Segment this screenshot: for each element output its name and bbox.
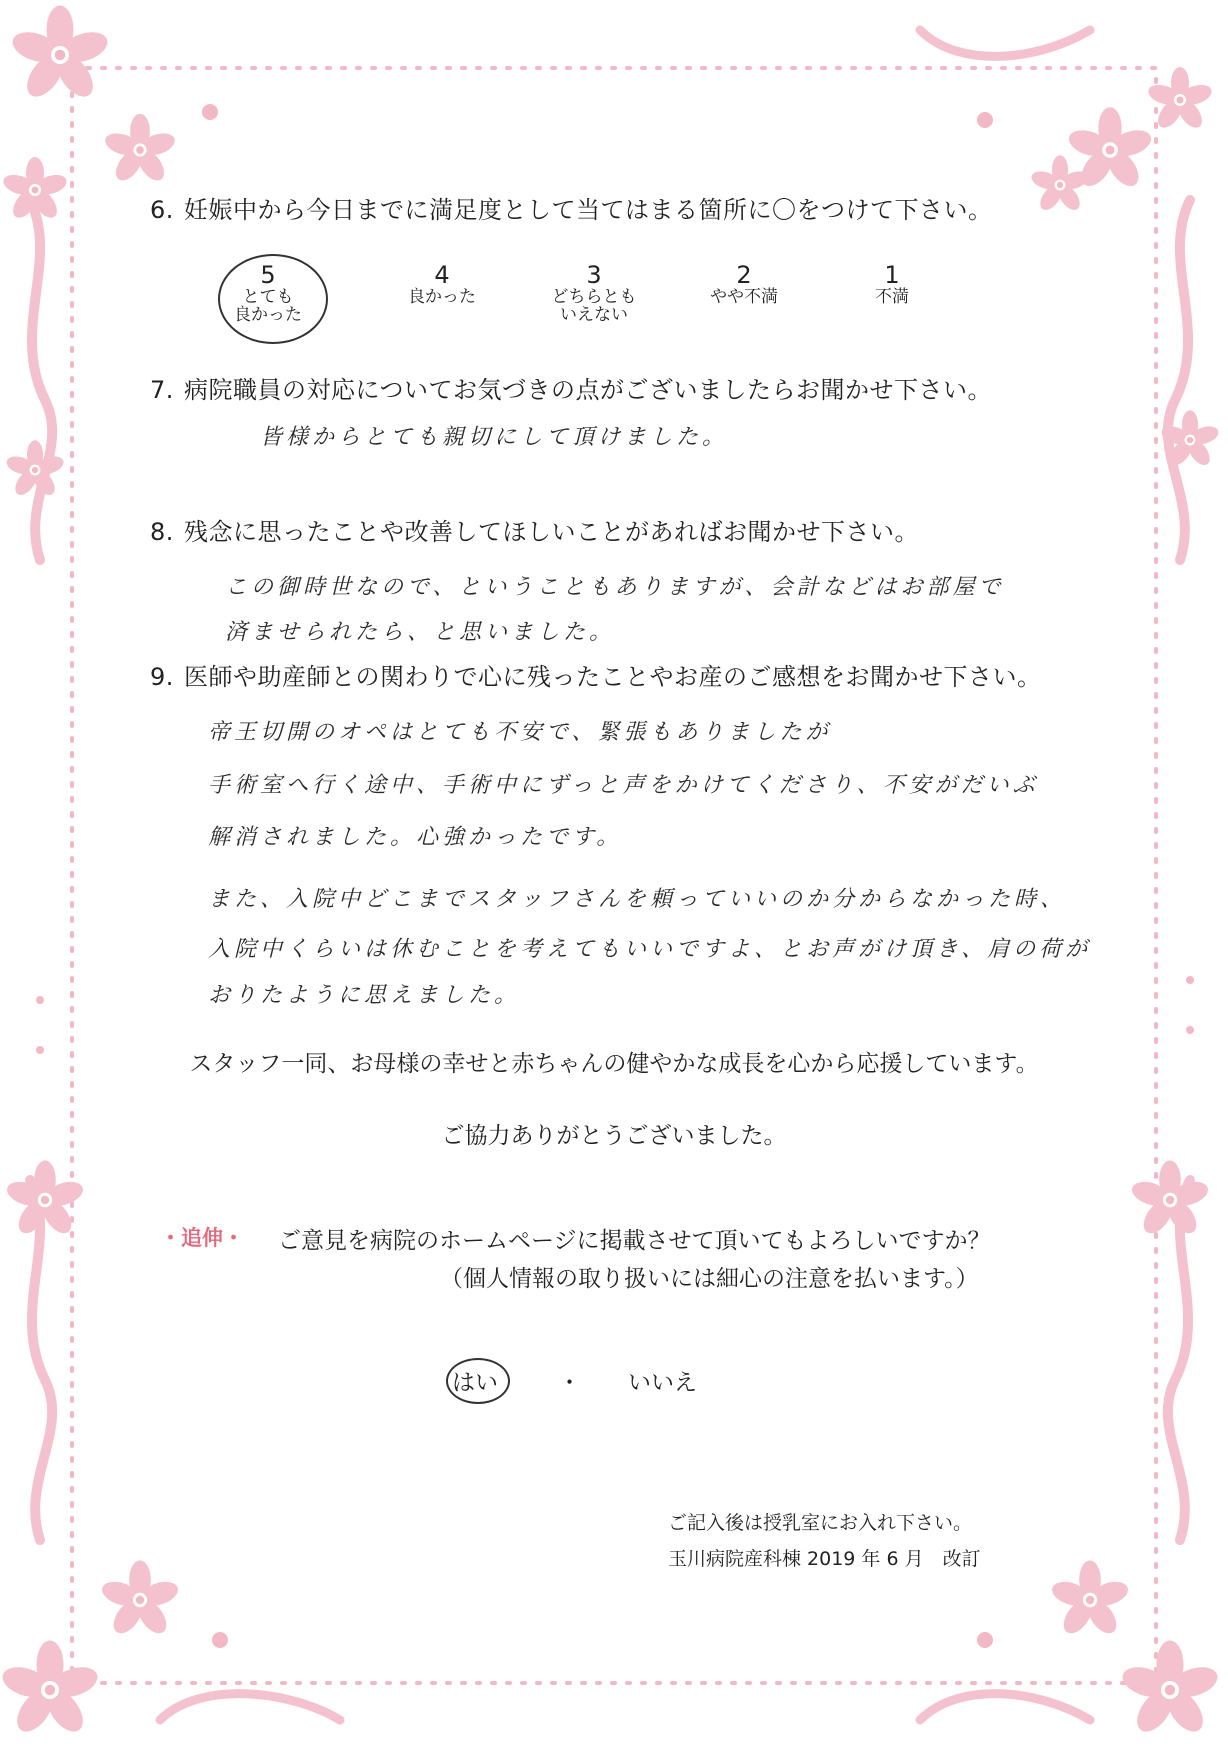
postscript-note: （個人情報の取り扱いには細心の注意を払います。） bbox=[440, 1266, 979, 1292]
rating-value: 5 bbox=[260, 261, 276, 289]
question-text: 残念に思ったことや改善してほしいことがあればお聞かせ下さい。 bbox=[184, 518, 919, 546]
question-text: 医師や助産師との関わりで心に残ったことやお産のご感想をお聞かせ下さい。 bbox=[184, 663, 1042, 691]
rating-value: 2 bbox=[736, 261, 752, 289]
rating-option-4[interactable] bbox=[382, 262, 502, 306]
rating-value: 4 bbox=[434, 261, 450, 289]
rating-label: とても 良かった bbox=[234, 287, 302, 325]
closing-message: スタッフ一同、お母様の幸せと赤ちゃんの健やかな成長を心から応援しています。 bbox=[189, 1051, 1039, 1077]
footer-instruction: ご記入後は授乳室にお入れ下さい。 bbox=[668, 1512, 973, 1534]
handwritten-answer-line: 帝王切開のオペはとても不安で、緊張もありましたが bbox=[208, 720, 832, 745]
handwritten-answer-line: 解消されました。心強かったです。 bbox=[208, 825, 623, 850]
handwritten-answer-line: 入院中くらいは休むことを考えてもいいですよ、とお声がけ頂き、肩の荷が bbox=[208, 937, 1092, 962]
question-text: 病院職員の対応についてお気づきの点がございましたらお聞かせ下さい。 bbox=[184, 376, 993, 404]
question-7 bbox=[150, 370, 992, 405]
postscript-tag: ・追伸・ bbox=[160, 1226, 244, 1250]
rating-label: やや不満 bbox=[710, 287, 778, 307]
rating-value: 3 bbox=[586, 261, 602, 289]
postscript-question: ご意見を病院のホームページに掲載させて頂いてもよろしいですか？ bbox=[278, 1228, 991, 1254]
yes-option[interactable]: はい bbox=[452, 1370, 498, 1396]
rating-option-5[interactable] bbox=[208, 262, 328, 324]
handwritten-answer-line: 皆様からとても親切にして頂けました。 bbox=[260, 425, 729, 450]
question-8 bbox=[150, 512, 919, 547]
rating-label: どちらとも いえない bbox=[551, 287, 637, 325]
handwritten-answer-line: また、入院中どこまでスタッフさんを頼っていいのか分からなかった時、 bbox=[208, 887, 1067, 912]
rating-label: 良かった bbox=[408, 287, 476, 307]
rating-value: 1 bbox=[884, 261, 900, 289]
question-number: 9. bbox=[150, 663, 174, 691]
handwritten-answer-line: 手術室へ行く途中、手術中にずっと声をかけてくださり、不安がだいぶ bbox=[208, 773, 1039, 798]
rating-label: 不満 bbox=[875, 287, 909, 307]
footer-revision: 玉川病院産科棟 2019 年 6 月 改訂 bbox=[668, 1548, 981, 1570]
question-number: 8. bbox=[150, 518, 174, 546]
question-9 bbox=[150, 657, 1042, 692]
question-6 bbox=[150, 190, 993, 225]
no-option[interactable]: いいえ bbox=[628, 1370, 697, 1396]
rating-option-1[interactable] bbox=[832, 262, 952, 306]
question-number: 7. bbox=[150, 376, 174, 404]
handwritten-answer-line: この御時世なので、ということもありますが、会計などはお部屋で bbox=[225, 575, 1005, 600]
option-separator: ・ bbox=[558, 1370, 581, 1396]
question-text: 妊娠中から今日までに満足度として当てはまる箇所に〇をつけて下さい。 bbox=[184, 196, 993, 224]
rating-option-3[interactable] bbox=[534, 262, 654, 324]
handwritten-answer-line: おりたように思えました。 bbox=[208, 983, 521, 1008]
handwritten-answer-line: 済ませられたら、と思いました。 bbox=[225, 620, 616, 645]
thank-you-message: ご協力ありがとうございました。 bbox=[441, 1123, 787, 1149]
question-number: 6. bbox=[150, 196, 174, 224]
rating-option-2[interactable] bbox=[684, 262, 804, 306]
